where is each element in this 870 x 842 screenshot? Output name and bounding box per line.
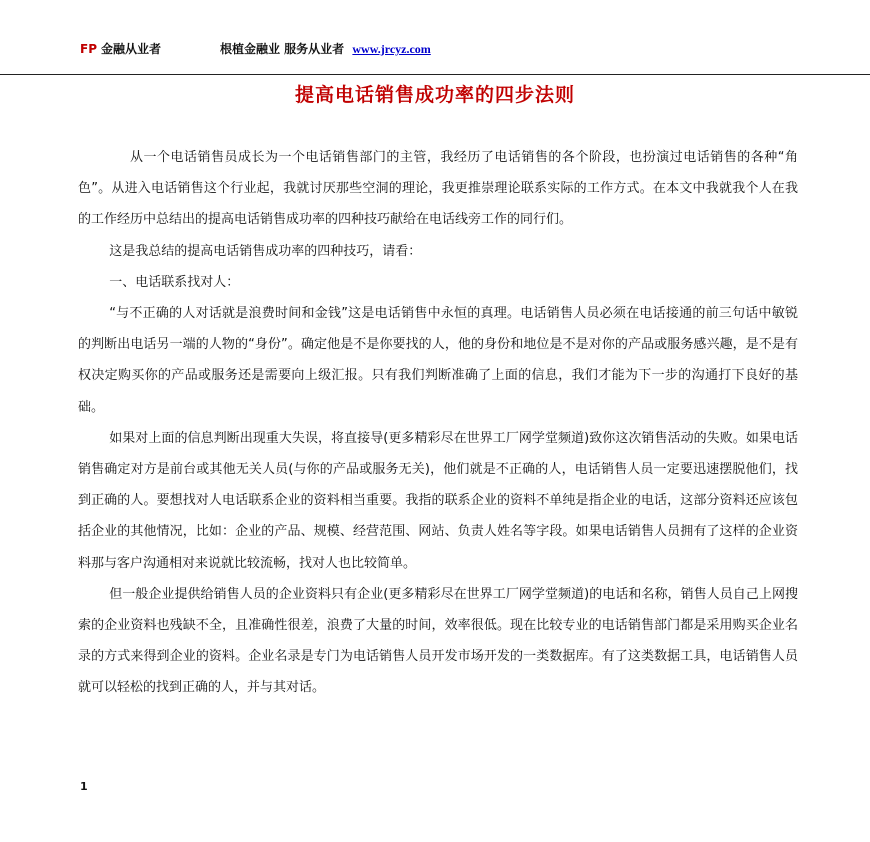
section-heading: 一、电话联系找对人： [109,274,240,290]
paragraph: 从一个电话销售员成长为一个电话销售部门的主管，我经历了电话销售的各个阶段，也扮演过电话销售的各种“角色”。从进入电话销售这个行业起，我就讨厌那些空洞的理论，我更推崇理论联系实际的工作方式。在本文中我就我个人在我的工作经历中总结出的提高电话销售成功率的四种技巧献给在电话线旁工作的同行们。 [78,150,798,228]
header-brand [80,40,161,58]
header-tagline [220,40,431,57]
tagline-text: 根植金融业 服务从业者 [220,42,345,56]
document-title: 提高电话销售成功率的四步法则 [294,84,575,106]
paragraph: “与不正确的人对话就是浪费时间和金钱”这是电话销售中永恒的真理。电话销售人员必须在电话接通的前三句话中敏锐的判断出电话另一端的人物的“身份”。确定他是不是你要找的人，他的身份和地位是不是对你的产品或服务感兴趣，是不是有权决定购买你的产品或服务还是需要向上级汇报。只有我们判断准确了上面的信息，我们才能为下一步的沟通打下良好的基础。 [78,306,798,415]
site-link[interactable]: www.jrcyz.com [352,42,431,56]
paragraph: 但一般企业提供给销售人员的企业资料只有企业(更多精彩尽在世界工厂网学堂频道)的电话和名称，销售人员自己上网搜索的企业资料也残缺不全，且准确性很差，浪费了大量的时间，效率很低。现在比较专业的电话销售部门都是采用购买企业名录的方式来得到企业的资料。企业名录是专门为电话销售人员开发市场开发的一类数据库。有了这类数据工具，电话销售人员就可以轻松的找到正确的人，并与其对话。 [78,586,798,696]
page-number: 1 [80,780,88,793]
paragraph: 这是我总结的提高电话销售成功率的四种技巧，请看： [109,243,422,259]
paragraph: 如果对上面的信息判断出现重大失误，将直接导(更多精彩尽在世界工厂网学堂频道)致你这次销售活动的失败。如果电话销售确定对方是前台或其他无关人员(与你的产品或服务无关)，他们就是不正确的人，电话销售人员一定要迅速摆脱他们，找到正确的人。要想找对人电话联系企业的资料相当重要。我指的联系企业的资料不单纯是指企业的电话，这部分资料还应该包括企业的其他情况，比如：企业的产品、规模、经营范围、网站、负责人姓名等字段。如果电话销售人员拥有了这样的企业资料那与客户沟通相对来说就比较流畅，找对人也比较简单。 [78,430,798,571]
document-body [78,142,798,704]
brand-name: 金融从业者 [101,42,162,56]
header-divider [0,74,870,75]
brand-prefix: FP [80,42,97,56]
